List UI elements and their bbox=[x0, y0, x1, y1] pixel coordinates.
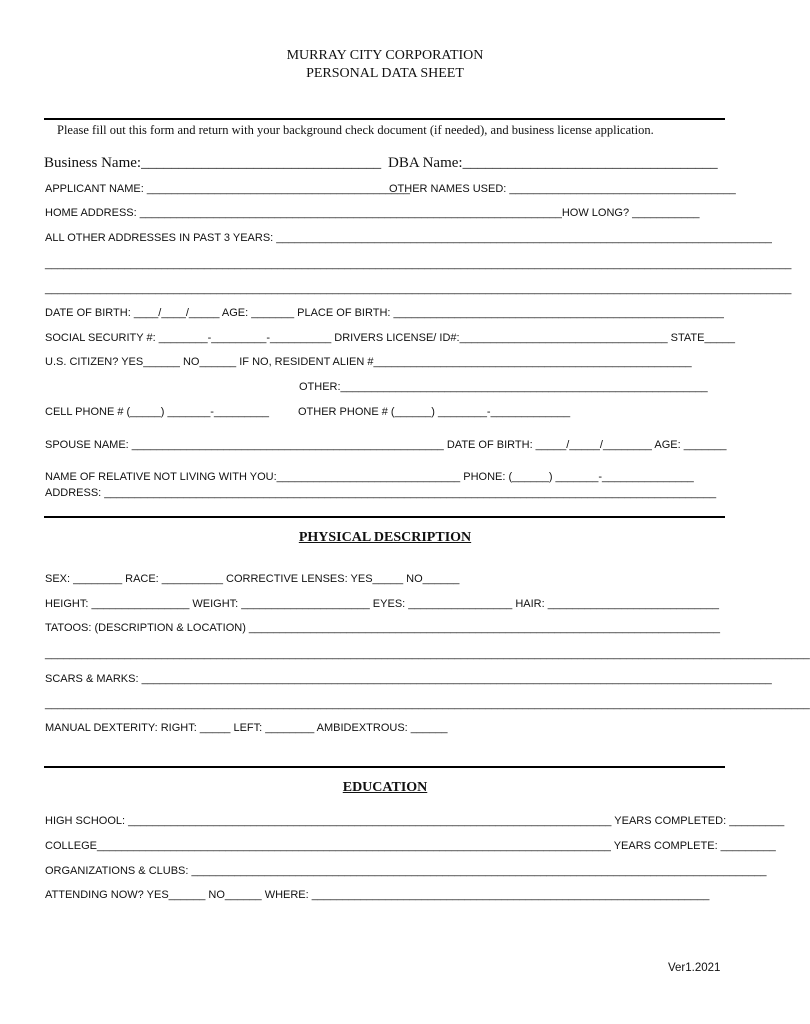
instructions: Please fill out this form and return with your background check document (if needed), and business license application. bbox=[57, 123, 654, 137]
scars-blank-line[interactable]: _____________________________________________________________________________________________________________________________ bbox=[45, 698, 810, 710]
section-divider bbox=[44, 516, 725, 518]
applicant-name-field[interactable]: APPLICANT NAME: ___________________________________________ bbox=[45, 183, 410, 195]
other-names-field[interactable]: OTHER NAMES USED: _____________________________________ bbox=[389, 183, 736, 195]
top-divider bbox=[44, 118, 725, 120]
tattoos-field[interactable]: TATOOS: (DESCRIPTION & LOCATION) _____________________________________________________________________________ bbox=[45, 622, 720, 634]
attending-field[interactable]: ATTENDING NOW? YES______ NO______ WHERE: _________________________________________________________________ bbox=[45, 889, 710, 901]
section-divider bbox=[44, 766, 725, 768]
spouse-field[interactable]: SPOUSE NAME: ___________________________________________________ DATE OF BIRTH: _____/_____/________ AGE: _______ bbox=[45, 439, 727, 451]
scars-marks-field[interactable]: SCARS & MARKS: _______________________________________________________________________________________________________ bbox=[45, 673, 772, 685]
dba-name-field[interactable]: DBA Name:__________________________________ bbox=[388, 155, 718, 171]
birth-info-field[interactable]: DATE OF BIRTH: ____/____/_____ AGE: _______ PLACE OF BIRTH: ______________________________________________________ bbox=[45, 307, 724, 319]
business-name-field[interactable]: Business Name:________________________________ bbox=[44, 155, 382, 171]
height-weight-field[interactable]: HEIGHT: ________________ WEIGHT: _____________________ EYES: _________________ HAIR: ____________________________ bbox=[45, 598, 720, 610]
document-title: PERSONAL DATA SHEET bbox=[306, 66, 464, 81]
org-title: MURRAY CITY CORPORATION bbox=[286, 48, 484, 63]
relative-address-field[interactable]: ADDRESS: ____________________________________________________________________________________________________ bbox=[45, 487, 717, 499]
version-label: Ver1.2021 bbox=[668, 962, 721, 974]
address-blank-line[interactable]: __________________________________________________________________________________________________________________________ bbox=[45, 258, 792, 270]
other-phone-field[interactable]: OTHER PHONE # (______) ________-_____________ bbox=[298, 406, 571, 418]
home-address-field[interactable]: HOME ADDRESS: _____________________________________________________________________HOW LONG? ___________ bbox=[45, 207, 700, 219]
dexterity-field[interactable]: MANUAL DEXTERITY: RIGHT: _____ LEFT: ________ AMBIDEXTROUS: ______ bbox=[45, 722, 448, 734]
address-blank-line[interactable]: __________________________________________________________________________________________________________________________ bbox=[45, 283, 792, 295]
relative-field[interactable]: NAME OF RELATIVE NOT LIVING WITH YOU:______________________________ PHONE: (______) _______-_______________ bbox=[45, 471, 694, 483]
college-field[interactable]: COLLEGE____________________________________________________________________________________ YEARS COMPLETE: _________ bbox=[45, 840, 776, 852]
physical-description-heading: PHYSICAL DESCRIPTION bbox=[298, 530, 472, 545]
cell-phone-field[interactable]: CELL PHONE # (_____) _______-_________ bbox=[45, 406, 270, 418]
high-school-field[interactable]: HIGH SCHOOL: _______________________________________________________________________________ YEARS COMPLETED: _________ bbox=[45, 815, 785, 827]
sex-race-lenses-field[interactable]: SEX: ________ RACE: __________ CORRECTIVE LENSES: YES_____ NO______ bbox=[45, 573, 460, 585]
other-status-field[interactable]: OTHER:____________________________________________________________ bbox=[299, 381, 708, 393]
other-addresses-field[interactable]: ALL OTHER ADDRESSES IN PAST 3 YEARS: _________________________________________________________________________________ bbox=[45, 232, 772, 244]
education-heading: EDUCATION bbox=[342, 780, 428, 795]
citizenship-field[interactable]: U.S. CITIZEN? YES______ NO______ IF NO, RESIDENT ALIEN #____________________________________________________ bbox=[45, 356, 692, 368]
organizations-field[interactable]: ORGANIZATIONS & CLUBS: ______________________________________________________________________________________________ bbox=[45, 865, 767, 877]
ssn-license-field[interactable]: SOCIAL SECURITY #: ________-_________-__________ DRIVERS LICENSE/ ID#:__________________________________ STATE_____ bbox=[45, 332, 736, 344]
tattoos-blank-line[interactable]: _____________________________________________________________________________________________________________________________ bbox=[45, 648, 810, 660]
